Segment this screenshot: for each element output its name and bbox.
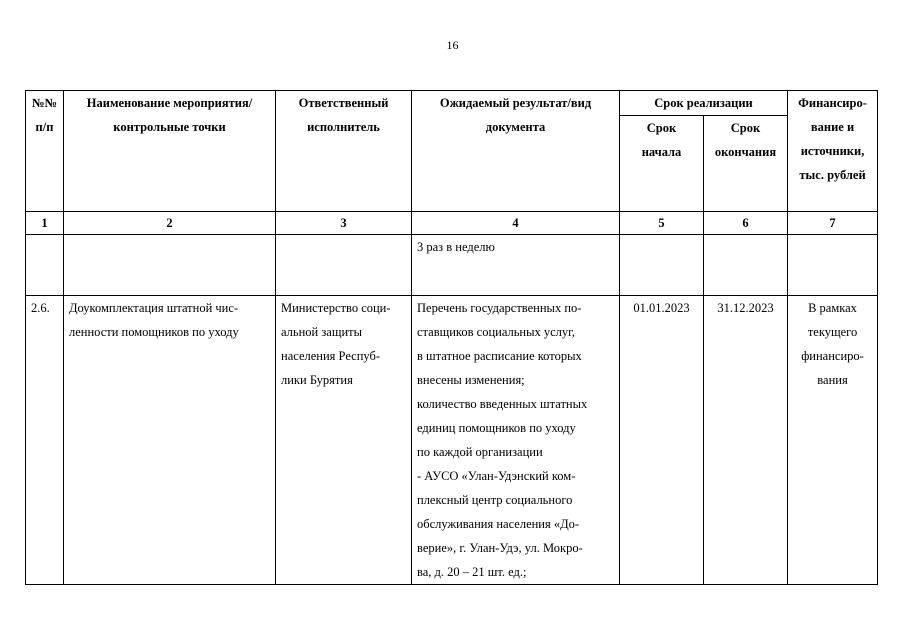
column-number-1: 1 (26, 212, 64, 235)
header-end-date: Срок окончания (704, 116, 788, 212)
column-number-5: 5 (620, 212, 704, 235)
continuation-result: 3 раз в неделю (412, 235, 620, 296)
row-number: 2.6. (26, 296, 64, 585)
header-number: №№ п/п (26, 91, 64, 212)
empty-cell (620, 235, 704, 296)
page-number: 16 (446, 38, 459, 52)
header-implementation-period: Срок реализации (620, 91, 788, 116)
column-number-3: 3 (276, 212, 412, 235)
header-financing: Финансиро- вание и источники, тыс. рублей (788, 91, 878, 212)
empty-cell (704, 235, 788, 296)
start-date: 01.01.2023 (620, 296, 704, 585)
header-executor: Ответственный исполнитель (276, 91, 412, 212)
header-expected-result: Ожидаемый результат/вид документа (412, 91, 620, 212)
empty-cell (26, 235, 64, 296)
executor: Министерство соци- альной защиты населения Респуб- лики Бурятия (276, 296, 412, 585)
column-number-6: 6 (704, 212, 788, 235)
column-number-4: 4 (412, 212, 620, 235)
empty-cell (64, 235, 276, 296)
activity-name: Доукомплектация штатной чис- ленности помощников по уходу (64, 296, 276, 585)
column-number-7: 7 (788, 212, 878, 235)
activities-table (25, 90, 878, 585)
table-row (26, 235, 878, 296)
empty-cell (276, 235, 412, 296)
table-row (26, 296, 878, 585)
header-activity-name: Наименование мероприятия/ контрольные точки (64, 91, 276, 212)
column-number-2: 2 (64, 212, 276, 235)
expected-result: Перечень государственных по- ставщиков социальных услуг, в штатное расписание которых внесены изменения; количество введенных штатных единиц помощников по уходу по каждой организации - АУСО «Улан-Удэнский ком- плексный центр социального обслуживания населения «До- верие», г. Улан-Удэ, ул. Мокро- ва, д. 20 – 21 шт. ед.; (412, 296, 620, 585)
end-date: 31.12.2023 (704, 296, 788, 585)
financing: В рамках текущего финансиро- вания (788, 296, 878, 585)
header-start-date: Срок начала (620, 116, 704, 212)
empty-cell (788, 235, 878, 296)
